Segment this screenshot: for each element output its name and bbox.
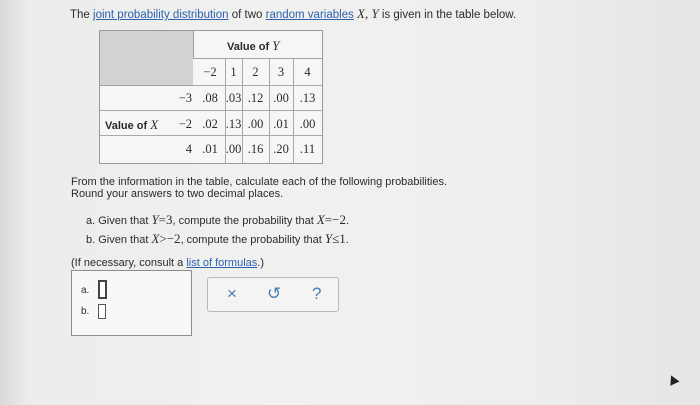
answer-box	[71, 270, 192, 336]
instructions-line2: Round your answers to two decimal places.	[71, 188, 284, 200]
table-cell: .12	[247, 91, 264, 105]
table-cell: .00	[225, 142, 242, 156]
row-divider	[100, 135, 322, 136]
clear-button[interactable]: ×	[227, 284, 237, 303]
intro-text	[70, 6, 516, 22]
row-divider	[193, 85, 322, 86]
table-header	[193, 31, 322, 59]
table-cell: .16	[247, 142, 264, 156]
question-b-var: Y	[324, 231, 333, 246]
header-var: Y	[272, 38, 280, 53]
question-b-cond-val: >−2	[159, 231, 181, 246]
table-cell: .11	[299, 142, 316, 156]
action-toolbar	[207, 277, 339, 312]
header-title-text: Value of	[227, 41, 273, 53]
question-a-cond: Y	[151, 212, 159, 227]
table-cell: .01	[273, 117, 289, 131]
x-value: −2	[178, 117, 192, 131]
joint-distribution-table	[99, 30, 323, 164]
question-b-cond: X	[151, 231, 160, 246]
answer-a-label: a.	[81, 285, 90, 296]
row-label-text: Value of	[105, 120, 151, 132]
y-value: 2	[252, 65, 259, 79]
question-a-var: X	[316, 212, 325, 227]
question-b-val: ≤1	[332, 231, 346, 246]
row-var: X	[150, 117, 159, 132]
formulas-note	[71, 257, 264, 269]
question-a-cond-val: =3	[158, 212, 173, 227]
help-button[interactable]: ?	[312, 284, 322, 303]
table-cell: .00	[299, 117, 316, 131]
intro-middle: of two	[228, 9, 266, 21]
y-value: 4	[304, 65, 311, 79]
instructions-line1: From the information in the table, calculate each of the following probabilities.	[71, 176, 448, 188]
header-title	[227, 38, 279, 54]
mouse-pointer-icon	[667, 373, 680, 385]
table-corner	[100, 31, 193, 86]
question-a	[86, 212, 349, 228]
y-value: 3	[277, 65, 285, 79]
question-b	[86, 231, 349, 247]
question-b-prefix: b. Given that	[86, 234, 152, 246]
list-of-formulas-link[interactable]: list of formulas	[186, 257, 258, 269]
answer-b-input[interactable]	[98, 304, 106, 319]
question-a-mid: , compute the probability that	[172, 215, 317, 227]
formulas-suffix: .)	[257, 257, 265, 269]
undo-button[interactable]: ↺	[267, 284, 282, 303]
table-cell: .01	[202, 142, 218, 156]
table-cell: .00	[273, 91, 289, 105]
table-cell: .03	[225, 91, 242, 105]
table-cell: .13	[299, 91, 316, 105]
joint-probability-link[interactable]: joint probability distribution	[93, 9, 229, 21]
table-cell: .00	[247, 117, 264, 131]
answer-b-label: b.	[81, 306, 90, 317]
row-label	[105, 117, 158, 133]
x-value: 4	[185, 142, 192, 156]
table-cell: .20	[273, 142, 289, 156]
answer-a-input[interactable]	[98, 280, 107, 299]
question-b-end: .	[345, 234, 349, 246]
row-divider	[100, 110, 322, 111]
x-value: −3	[178, 91, 192, 105]
random-variables-link[interactable]: random variables	[265, 9, 354, 21]
intro-prefix: The	[70, 9, 94, 21]
question-a-prefix: a. Given that	[86, 215, 152, 227]
table-cell: .02	[202, 117, 218, 131]
question-a-end: .	[345, 215, 350, 227]
y-value: 1	[230, 65, 237, 79]
question-a-val: =−2	[324, 212, 346, 227]
intro-suffix: is given in the table below.	[378, 9, 517, 21]
table-cell: .08	[202, 91, 218, 105]
formulas-prefix: (If necessary, consult a	[71, 257, 187, 269]
y-value: −2	[203, 65, 217, 79]
question-b-mid: , compute the probability that	[180, 234, 325, 246]
table-cell: .13	[225, 117, 242, 131]
intro-vars: X, Y	[357, 6, 379, 21]
